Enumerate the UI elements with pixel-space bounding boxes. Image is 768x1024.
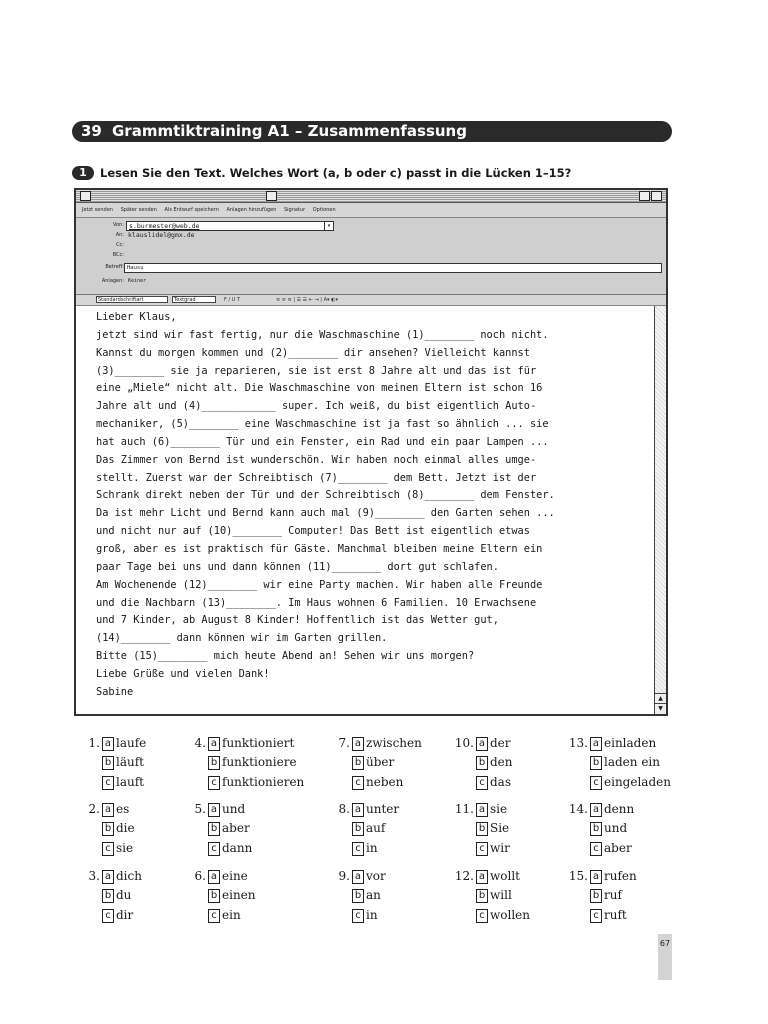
option-b[interactable] [208,886,256,905]
question-4 [184,734,305,794]
option-letter-box[interactable]: b [476,756,488,770]
option-a[interactable] [102,734,147,753]
question-2 [78,800,188,860]
option-letter-box[interactable]: b [590,822,602,836]
letter-line: Das Zimmer von Bernd ist wunderschön. Wir haben noch einmal alles umge- [96,453,537,466]
option-b[interactable] [102,886,132,905]
option-c[interactable] [352,773,404,792]
option-word: zwischen [366,736,422,750]
option-letter-box[interactable]: c [590,842,602,856]
option-word: denn [604,802,635,816]
question-7 [328,734,438,794]
question-number: 1. [88,736,100,750]
letter-line: und 7 Kinder, ab August 8 Kinder! Hoffentlich ist das Wetter gut, [96,614,499,627]
window-titlebar [76,190,666,203]
letter-line: Schrank direkt neben der Tür und der Schreibtisch (8)________ dem Fenster. [96,489,555,502]
letter-line: und nicht nur auf (10)________ Computer! Das Bett ist eigentlich etwas [96,525,530,538]
to-row [76,230,666,240]
option-b[interactable] [590,753,660,772]
scroll-up-icon[interactable]: ▲ [655,693,666,704]
option-word: es [116,802,130,816]
question-number: 5. [194,802,206,816]
option-word: einen [222,888,256,903]
question-number: 6. [194,869,206,883]
option-a[interactable] [208,800,246,819]
option-letter-box[interactable]: b [590,889,602,903]
letter-line: Am Wochenende (12)________ wir eine Party machen. Wir haben alle Freunde [96,578,543,591]
option-word: dann [222,840,253,855]
option-c[interactable] [476,839,510,858]
email-window [74,188,668,716]
option-b[interactable] [476,753,513,772]
option-b[interactable] [590,819,628,838]
option-letter-box[interactable]: c [208,842,220,856]
option-b[interactable] [476,819,510,838]
option-c[interactable] [208,906,241,925]
send-now-button[interactable]: Jetzt senden [82,207,113,213]
option-word: der [490,736,511,750]
option-letter-box[interactable]: b [476,822,488,836]
letter-line: Da ist mehr Licht und Bernd kann auch mal (9)________ den Garten sehen ... [96,507,555,520]
option-word: laden ein [604,755,660,770]
question-number: 9. [338,869,350,883]
chevron-down-icon[interactable]: ▾ [324,222,333,230]
option-b[interactable] [208,819,250,838]
scrollbar[interactable] [654,306,666,714]
option-letter-box[interactable]: c [476,909,488,923]
option-word: wollt [490,869,520,883]
to-label: An: [115,232,124,238]
bcc-label: BCc: [112,252,124,258]
option-letter-box[interactable]: b [208,822,220,836]
option-c[interactable] [352,906,378,925]
option-letter-box[interactable]: c [590,776,602,790]
option-letter-box[interactable]: a [208,870,220,884]
question-number: 12. [454,869,474,883]
question-number: 4. [194,736,206,750]
subject-label: Betreff: [105,264,124,270]
option-b[interactable] [352,753,395,772]
option-letter-box[interactable]: a [208,737,220,751]
option-c[interactable] [352,839,378,858]
question-number: 10. [454,736,474,750]
letter-line: mechaniker, (5)________ eine Waschmaschine ist ja fast so ähnlich ... sie [96,418,549,431]
email-body[interactable] [76,306,654,714]
option-c[interactable] [590,906,627,925]
chapter-number: 39 [81,122,102,140]
option-c[interactable] [208,839,253,858]
option-letter-box[interactable]: c [102,776,114,790]
option-word: lauft [116,774,144,789]
option-word: und [222,802,246,816]
format-toolbar [76,295,666,306]
close-box-icon[interactable] [80,191,91,201]
option-word: du [116,888,132,903]
question-1 [78,734,188,794]
attachments-value: Keiner [128,278,147,284]
option-letter-box[interactable]: a [352,737,364,751]
option-word: auf [366,821,386,836]
question-number: 14. [568,802,588,816]
option-letter-box[interactable]: c [102,842,114,856]
option-word: wir [490,840,510,855]
option-word: sie [116,840,134,855]
cc-label: Cc: [116,242,124,248]
option-letter-box[interactable]: c [476,842,488,856]
size-select[interactable]: Textgrad [172,296,216,303]
add-attachment-button[interactable]: Anlagen hinzufügen [226,207,277,213]
bcc-row [76,250,666,260]
option-a[interactable] [102,867,142,886]
option-letter-box[interactable]: a [352,870,364,884]
option-letter-box[interactable]: c [352,909,364,923]
option-letter-box[interactable]: a [102,803,114,817]
question-15 [566,867,676,927]
option-word: eine [222,869,248,883]
task-number-badge: 1 [72,166,94,180]
option-word: aber [604,840,632,855]
option-word: die [116,821,135,836]
option-word: neben [366,774,404,789]
option-c[interactable] [476,906,531,925]
letter-line: (14)________ dann können wir im Garten grillen. [96,632,388,645]
option-word: rufen [604,869,637,883]
email-toolbar [76,203,666,218]
option-word: ruft [604,907,627,922]
option-word: dir [116,907,134,922]
letter-line: (3)________ sie ja reparieren, sie ist erst 8 Jahre alt und das ist für [96,364,537,377]
option-letter-box[interactable]: c [352,776,364,790]
letter-line: Jahre alt und (4)____________ super. Ich weiß, du bist eigentlich Auto- [96,400,537,413]
question-number: 13. [568,736,588,750]
option-letter-box[interactable]: a [102,870,114,884]
zoom-box-icon[interactable] [639,191,650,201]
option-letter-box[interactable]: c [352,842,364,856]
question-6 [184,867,294,927]
option-word: funktionieren [222,774,305,789]
question-number: 15. [568,869,588,883]
question-number: 2. [88,802,100,816]
option-b[interactable] [102,753,144,772]
font-select[interactable]: Standardschriftart [96,296,168,303]
option-a[interactable] [352,734,422,753]
from-label: Von: [113,222,124,228]
page-number: 67 [658,934,672,980]
option-a[interactable] [208,734,295,753]
option-letter-box[interactable]: a [590,870,602,884]
option-c[interactable] [102,839,134,858]
option-a[interactable] [590,734,657,753]
option-letter-box[interactable]: a [352,803,364,817]
task-instruction: Lesen Sie den Text. Welches Wort (a, b oder c) passt in die Lücken 1–15? [100,166,572,180]
option-letter-box[interactable]: a [102,737,114,751]
question-8 [328,800,438,860]
option-b[interactable] [208,753,297,772]
option-word: funktioniert [222,736,295,750]
option-a[interactable] [476,867,520,886]
to-field[interactable]: klauslidel@gmx.de [128,231,195,239]
option-c[interactable] [590,839,632,858]
option-c[interactable] [590,773,671,792]
letter-line: paar Tage bei uns und dann können (11)________ dort gut schlafen. [96,560,499,573]
option-word: in [366,840,378,855]
letter-line: Bitte (15)________ mich heute Abend an! Sehen wir uns morgen? [96,650,475,663]
letter-line: Sabine [96,685,134,698]
option-word: vor [366,869,386,883]
option-word: in [366,907,378,922]
option-word: aber [222,821,250,836]
option-letter-box[interactable]: a [476,737,488,751]
attachments-row [76,276,666,286]
from-row [76,220,666,230]
chapter-title: Grammtiktraining A1 – Zusammenfassung [112,122,467,140]
option-b[interactable] [352,819,386,838]
option-letter-box[interactable]: a [590,803,602,817]
letter-line: Lieber Klaus, [96,311,177,323]
option-word: Sie [490,821,510,836]
question-number: 8. [338,802,350,816]
question-number: 7. [338,736,350,750]
cc-row [76,240,666,250]
option-word: wollen [490,907,531,922]
option-word: das [490,774,511,789]
letter-line: jetzt sind wir fast fertig, nur die Waschmaschine (1)________ noch nicht. [96,328,549,341]
option-a[interactable] [352,867,386,886]
question-number: 3. [88,869,100,883]
option-letter-box[interactable]: b [208,889,220,903]
subject-value: Hausu [127,265,144,271]
option-letter-box[interactable]: b [102,889,114,903]
letter-line: Liebe Grüße und vielen Dank! [96,667,270,680]
email-header [76,218,666,295]
option-a[interactable] [476,800,508,819]
option-letter-box[interactable]: b [102,822,114,836]
question-5 [184,800,294,860]
save-draft-button[interactable]: Als Entwurf speichern [164,207,219,213]
option-c[interactable] [102,773,144,792]
option-word: ein [222,907,241,922]
question-3 [78,867,188,927]
option-word: über [366,755,395,770]
align-icons[interactable]: ≡ ≡ ≡ | ☰ ☰ ⇤ ⇥ | A▾ ◐▾ [276,297,338,303]
format-icons[interactable]: F / U T [224,297,241,303]
letter-line: groß, aber es ist praktisch für Gäste. Manchmal bleiben meine Eltern ein [96,542,543,555]
option-letter-box[interactable]: b [208,756,220,770]
option-letter-box[interactable]: b [352,756,364,770]
letter-line: stellt. Zuerst war der Schreibtisch (7)________ dem Bett. Jetzt ist der [96,471,537,484]
option-letter-box[interactable]: c [102,909,114,923]
option-letter-box[interactable]: c [208,909,220,923]
option-b[interactable] [476,886,512,905]
option-c[interactable] [102,906,134,925]
option-letter-box[interactable]: a [476,870,488,884]
subject-row [76,262,666,272]
option-letter-box[interactable]: b [476,889,488,903]
option-letter-box[interactable]: b [352,889,364,903]
option-letter-box[interactable]: c [208,776,220,790]
option-b[interactable] [590,886,622,905]
option-letter-box[interactable]: c [590,909,602,923]
option-b[interactable] [102,819,135,838]
chapter-banner [72,121,672,142]
option-letter-box[interactable]: b [102,756,114,770]
question-12 [452,867,562,927]
option-a[interactable] [590,867,637,886]
option-a[interactable] [352,800,400,819]
letter-line: Kannst du morgen kommen und (2)________ dir ansehen? Vielleicht kannst [96,346,530,359]
from-value: s.burmester@web.de [129,222,200,230]
option-letter-box[interactable]: b [352,822,364,836]
option-letter-box[interactable]: a [208,803,220,817]
task-heading [72,165,692,181]
option-word: eingeladen [604,774,671,789]
option-word: funktioniere [222,755,297,770]
collapse-box-icon[interactable] [651,191,662,201]
send-later-button[interactable]: Später senden [120,207,157,213]
option-a[interactable] [590,800,635,819]
question-9 [328,867,438,927]
option-word: dich [116,869,142,883]
option-a[interactable] [102,800,130,819]
options-button[interactable]: Optionen [312,207,336,213]
option-word: an [366,888,381,903]
signature-button[interactable]: Signatur [283,207,306,213]
option-word: läuft [116,755,144,770]
option-letter-box[interactable]: a [476,803,488,817]
attachments-label: Anlagen: [101,278,124,284]
option-letter-box[interactable]: b [590,756,602,770]
option-c[interactable] [476,773,511,792]
question-13 [566,734,676,794]
option-word: will [490,888,512,903]
letter-line: und die Nachbarn (13)________. Im Haus wohnen 6 Familien. 10 Erwachsene [96,596,537,609]
option-b[interactable] [352,886,381,905]
option-letter-box[interactable]: a [590,737,602,751]
option-c[interactable] [208,773,305,792]
question-10 [452,734,562,794]
option-a[interactable] [208,867,248,886]
scroll-down-icon[interactable]: ▼ [655,703,666,714]
letter-text [96,309,656,702]
option-word: laufe [116,736,147,750]
option-word: einladen [604,736,657,750]
subject-field[interactable] [124,263,662,273]
option-letter-box[interactable]: c [476,776,488,790]
option-word: und [604,821,628,836]
option-word: ruf [604,888,622,903]
question-number: 11. [454,802,474,816]
option-word: unter [366,802,400,816]
option-word: den [490,755,513,770]
letter-line: eine „Miele“ nicht alt. Die Waschmaschine von meinen Eltern ist schon 16 [96,382,543,395]
option-word: sie [490,802,508,816]
question-14 [566,800,676,860]
question-11 [452,800,562,860]
title-box-icon [266,191,277,201]
letter-line: hat auch (6)________ Tür und ein Fenster, ein Rad und ein paar Lampen ... [96,435,549,448]
option-a[interactable] [476,734,511,753]
